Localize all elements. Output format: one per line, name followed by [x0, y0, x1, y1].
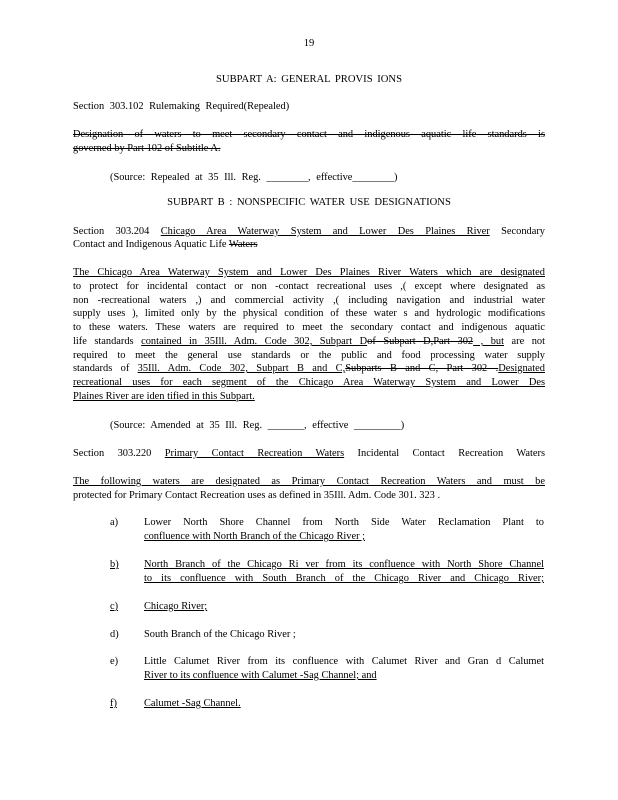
list-item: Calumet -Sag Channel.	[144, 698, 241, 709]
list-item: North Branch of the Chicago Ri ver from its confluence with North Shore Channel	[144, 559, 544, 570]
list-item-cont: River to its confluence with Calumet -Sag Channel; and	[144, 670, 377, 681]
paragraph-line: The following waters are designated as Primary Contact Recreation Waters and must be	[73, 476, 545, 487]
paragraph-line: recreational uses for each segment of the Chicago Area Waterway System and Lower Des	[73, 377, 545, 388]
list-item-cont: confluence with North Branch of the Chicago River ;	[144, 531, 366, 542]
list-item-label: b)	[110, 559, 119, 570]
page-number: 19	[303, 38, 315, 49]
section-303-220-title	[73, 447, 545, 461]
paragraph-underlined-text: Designated	[498, 363, 545, 374]
title-text: Contact and Indigenous Aquatic Life	[73, 239, 229, 250]
paragraph-struck-text: of Subpart D,Part 302	[367, 336, 474, 347]
list-item-label: d)	[110, 629, 119, 640]
paragraph-line: protected for Primary Contact Recreation uses as defined in 35Ill. Adm. Code 301. 323 .	[73, 490, 441, 501]
paragraph-text: are not	[504, 336, 545, 347]
paragraph-line: to protect for incidental contact or non -contact recreational uses ,( except where designated as	[73, 281, 545, 292]
title-underlined-text: Primary Contact Recreation Waters	[164, 448, 345, 459]
paragraph-line: required to meet the general use standards or the public and food processing water supply	[73, 350, 545, 361]
paragraph-line: to these waters. These waters are required to meet the secondary contact and indigenous aquatic	[73, 322, 545, 333]
paragraph-line	[73, 335, 545, 349]
title-underlined-text: Chicago Area Waterway System and Lower Des Plaines River	[160, 226, 490, 237]
title-text: Section 303.204	[73, 226, 161, 237]
section-303-204-title	[73, 225, 545, 239]
paragraph-underlined-text: 35Ill. Adm. Code 302, Subpart B and C,	[137, 363, 346, 374]
source-note: (Source: Repealed at 35 Ill. Reg. ________, effective________)	[110, 172, 398, 183]
section-303-102-title: Section 303.102 Rulemaking Required(Repealed)	[73, 101, 290, 112]
list-item-cont: to its confluence with South Branch of the Chicago River and Chicago River;	[144, 573, 544, 584]
paragraph-line: supply uses ), limited only by the physical condition of these water s and hydrologic modifications	[73, 308, 545, 319]
section-303-204-title-cont	[73, 238, 545, 252]
title-text: Section 303.220	[73, 448, 165, 459]
list-item: Chicago River;	[144, 601, 208, 612]
source-note: (Source: Amended at 35 Ill. Reg. _______, effective _________)	[110, 420, 405, 431]
paragraph-line: The Chicago Area Waterway System and Lower Des Plaines River Waters which are designated	[73, 267, 545, 278]
subpart-a-heading: SUBPART A: GENERAL PROVIS IONS	[216, 74, 402, 85]
paragraph-struck-text: Subparts B and C, Part 302 .	[345, 363, 499, 374]
paragraph-text: standards of	[73, 363, 138, 374]
struck-text-line: governed by Part 102 of Subtitle A.	[73, 143, 221, 154]
list-item: Little Calumet River from its confluence with Calumet River and Gran d Calumet	[144, 656, 544, 667]
paragraph-text: life standards	[73, 336, 142, 347]
title-struck-text: Waters	[228, 239, 258, 250]
list-item-label: f)	[110, 698, 117, 709]
list-item-label: c)	[110, 601, 119, 612]
title-text: Secondary	[489, 226, 545, 237]
struck-text-line: Designation of waters to meet secondary contact and indigenous aquatic life standards is	[73, 129, 545, 140]
paragraph-line: Plaines River are iden tified in this Subpart.	[73, 391, 255, 402]
subpart-b-heading: SUBPART B : NONSPECIFIC WATER USE DESIGNATIONS	[167, 197, 451, 208]
title-text: Incidental Contact Recreation Waters	[344, 448, 545, 459]
list-item-label: e)	[110, 656, 119, 667]
list-item: Lower North Shore Channel from North Side Water Reclamation Plant to	[144, 517, 544, 528]
list-item: South Branch of the Chicago River ;	[144, 629, 296, 640]
paragraph-underlined-text: , but	[473, 336, 504, 347]
list-item-label: a)	[110, 517, 119, 528]
paragraph-underlined-text: contained in 35Ill. Adm. Code 302, Subpart D	[141, 336, 368, 347]
paragraph-line	[73, 362, 545, 376]
paragraph-line: non -recreational waters ,) and commercial activity ,( including navigation and industrial water	[73, 295, 545, 306]
